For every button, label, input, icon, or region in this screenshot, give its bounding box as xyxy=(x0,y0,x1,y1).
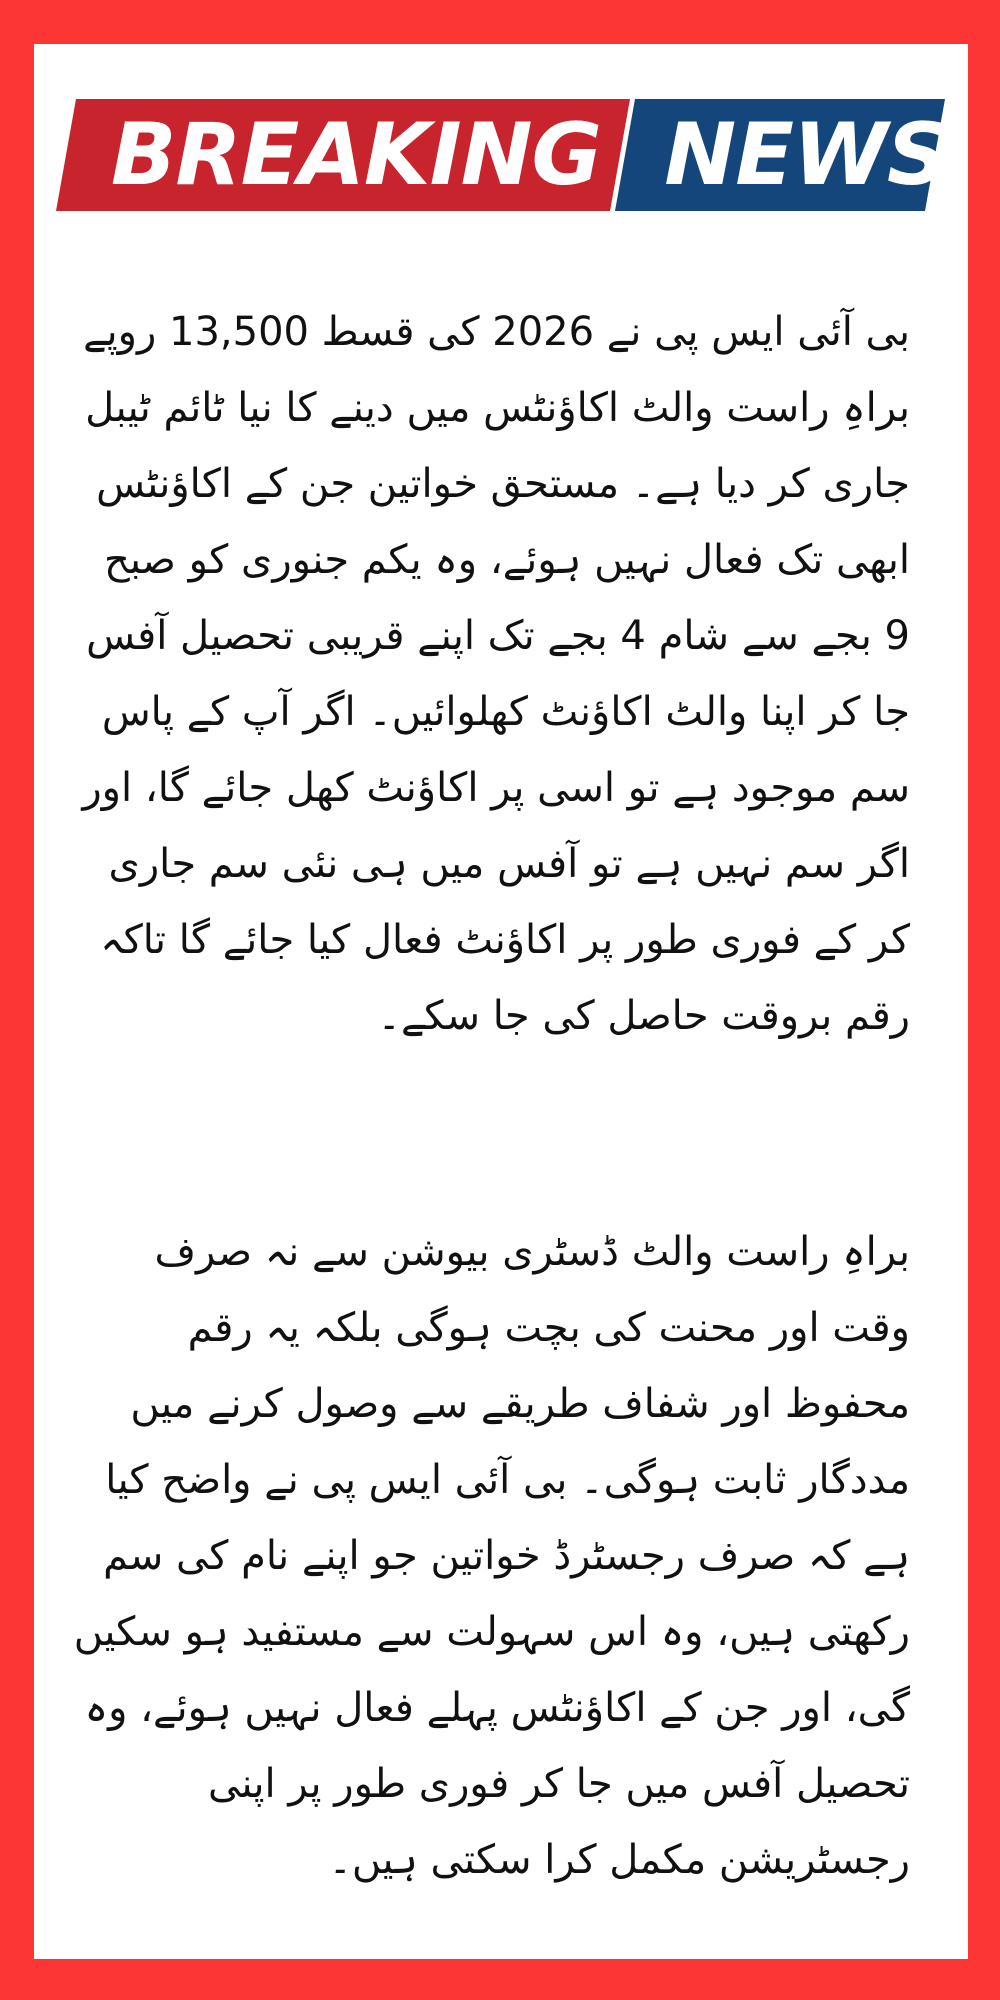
article-paragraph-1: بی آئی ایس پی نے 2026 کی قسط 13,500 روپے براہِ راست والٹ اکاؤنٹس میں دینے کا نیا ٹائم ٹیبل جاری کر دیا ہے۔ مستحق خواتین جن کے اکاؤنٹس ابھی تک فعال نہیں ہوئے، وہ یکم جنوری کو صبح 9 بجے سے شام 4 بجے تک اپنے قریبی تحصیل آفس جا کر اپنا والٹ اکاؤنٹ کھلوائیں۔ اگر آپ کے پاس سم موجود ہے تو اسی پر اکاؤنٹ کھل جائے گا، اور اگر سم نہیں ہے تو آفس میں ہی نئی سم جاری کر کے فوری طور پر اکاؤنٹ فعال کیا جائے گا تاکہ رقم بروقت حاصل کی جا سکے۔ xyxy=(82,309,910,1039)
banner-word-news: NEWS xyxy=(664,105,948,205)
breaking-news-banner xyxy=(56,99,948,211)
article-paragraph-2: براہِ راست والٹ ڈسٹری بیوشن سے نہ صرف وقت اور محنت کی بچت ہوگی بلکہ یہ رقم محفوظ اور شفاف طریقے سے وصول کرنے میں مددگار ثابت ہوگی۔ بی آئی ایس پی نے واضح کیا ہے کہ صرف رجسٹرڈ خواتین جو اپنے نام کی سم رکھتی ہیں، وہ اس سہولت سے مستفید ہو سکیں گی، اور جن کے اکاؤنٹس پہلے فعال نہیں ہوئے، وہ تحصیل آفس میں جا کر فوری طور پر اپنی رجسٹریشن مکمل کرا سکتی ہیں۔ xyxy=(73,1229,910,1883)
banner-word-breaking: BREAKING xyxy=(110,105,602,205)
